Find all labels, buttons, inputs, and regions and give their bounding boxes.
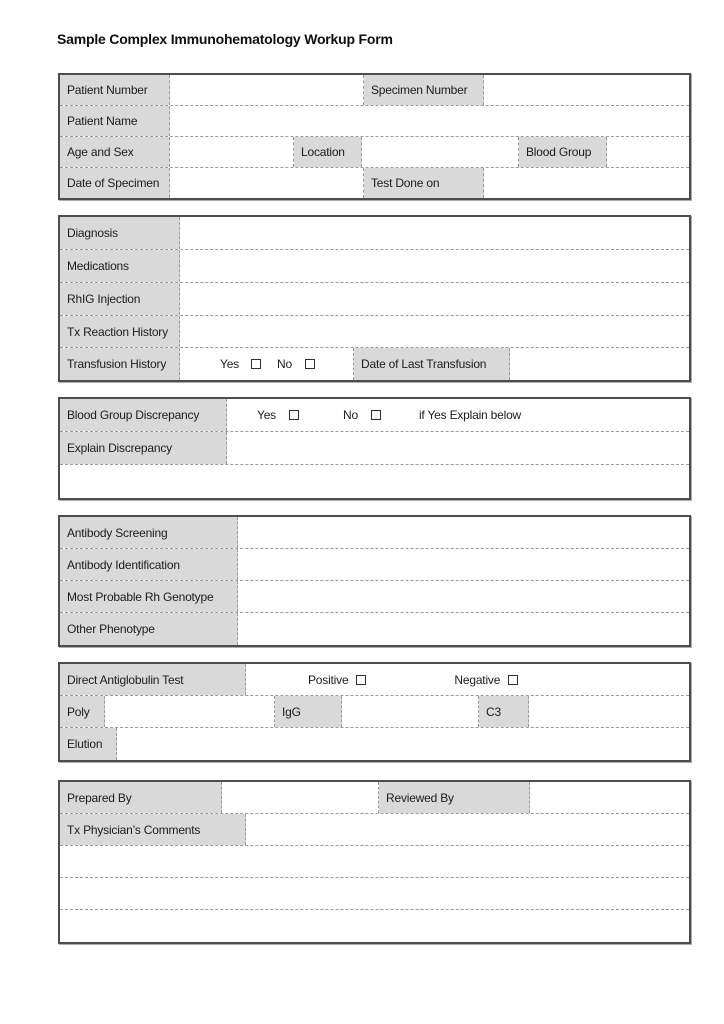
blood-group-discrepancy-label: Blood Group Discrepancy	[60, 399, 227, 431]
dat-positive-label: Positive	[308, 672, 349, 687]
table-row	[60, 399, 689, 432]
discrepancy-no-label: No	[342, 408, 358, 422]
table-row	[60, 348, 689, 380]
comments-line-field[interactable]	[60, 910, 689, 942]
discrepancy-no-checkbox[interactable]	[371, 410, 381, 420]
rhig-injection-field[interactable]	[180, 283, 689, 315]
patient-name-label: Patient Name	[60, 106, 170, 136]
clinical-history-table	[58, 215, 691, 382]
igg-field[interactable]	[342, 696, 479, 727]
if-yes-explain-label: if Yes Explain below	[418, 408, 522, 422]
location-label: Location	[294, 137, 362, 167]
dat-positive-checkbox[interactable]	[356, 675, 366, 685]
discrepancy-notes-field[interactable]	[60, 465, 689, 498]
discrepancy-yes-label: Yes	[257, 408, 276, 422]
table-row	[60, 465, 689, 498]
location-field[interactable]	[362, 137, 519, 167]
elution-label: Elution	[60, 728, 117, 760]
discrepancy-checkbox-group	[227, 399, 689, 431]
age-and-sex-field[interactable]	[170, 137, 294, 167]
table-row	[60, 878, 689, 910]
dat-table	[58, 662, 691, 762]
transfusion-yes-checkbox[interactable]	[251, 359, 261, 369]
date-of-specimen-label: Date of Specimen	[60, 168, 170, 198]
test-done-on-field[interactable]	[484, 168, 689, 198]
other-phenotype-label: Other Phenotype	[60, 613, 238, 645]
table-row	[60, 517, 689, 549]
igg-label: IgG	[275, 696, 342, 727]
patient-number-field[interactable]	[170, 75, 364, 105]
table-row	[60, 910, 689, 942]
date-of-last-transfusion-field[interactable]	[510, 348, 689, 380]
dat-checkbox-group	[246, 664, 689, 695]
tx-reaction-history-label: Tx Reaction History	[60, 316, 180, 347]
date-of-last-transfusion-label: Date of Last Transfusion	[354, 348, 510, 380]
transfusion-history-checkbox-group	[180, 348, 354, 380]
comments-line-field[interactable]	[60, 878, 689, 909]
table-row	[60, 106, 689, 137]
table-row	[60, 696, 689, 728]
table-row	[60, 664, 689, 696]
tx-reaction-history-field[interactable]	[180, 316, 689, 347]
explain-discrepancy-label: Explain Discrepancy	[60, 432, 227, 464]
dat-negative-label: Negative	[454, 672, 501, 687]
transfusion-no-label: No	[276, 357, 292, 371]
prepared-by-label: Prepared By	[60, 782, 222, 813]
reviewed-by-field[interactable]	[530, 782, 689, 813]
antibody-screening-label: Antibody Screening	[60, 517, 238, 548]
table-row	[60, 846, 689, 878]
patient-info-table	[58, 73, 691, 200]
direct-antiglobulin-test-label: Direct Antiglobulin Test	[60, 664, 246, 695]
dat-negative-checkbox[interactable]	[508, 675, 518, 685]
c3-label: C3	[479, 696, 529, 727]
test-done-on-label: Test Done on	[364, 168, 484, 198]
tx-physicians-comments-label: Tx Physician’s Comments	[60, 814, 246, 845]
table-row	[60, 316, 689, 348]
poly-label: Poly	[60, 696, 105, 727]
most-probable-rh-genotype-label: Most Probable Rh Genotype	[60, 581, 238, 612]
transfusion-yes-label: Yes	[220, 357, 239, 371]
medications-field[interactable]	[180, 250, 689, 282]
antibody-identification-field[interactable]	[238, 549, 689, 580]
table-row	[60, 581, 689, 613]
patient-number-label: Patient Number	[60, 75, 170, 105]
age-and-sex-label: Age and Sex	[60, 137, 170, 167]
explain-discrepancy-field[interactable]	[227, 432, 689, 464]
diagnosis-label: Diagnosis	[60, 217, 180, 249]
diagnosis-field[interactable]	[180, 217, 689, 249]
prepared-by-field[interactable]	[222, 782, 379, 813]
elution-field[interactable]	[117, 728, 689, 760]
table-row	[60, 432, 689, 465]
most-probable-rh-genotype-field[interactable]	[238, 581, 689, 612]
reviewed-by-label: Reviewed By	[379, 782, 530, 813]
table-row	[60, 75, 689, 106]
patient-name-field[interactable]	[170, 106, 689, 136]
discrepancy-yes-checkbox[interactable]	[289, 410, 299, 420]
table-row	[60, 137, 689, 168]
blood-group-label: Blood Group	[519, 137, 607, 167]
c3-field[interactable]	[529, 696, 689, 727]
other-phenotype-field[interactable]	[238, 613, 689, 645]
table-row	[60, 814, 689, 846]
medications-label: Medications	[60, 250, 180, 282]
table-row	[60, 168, 689, 198]
comments-line-field[interactable]	[60, 846, 689, 877]
specimen-number-field[interactable]	[484, 75, 689, 105]
discrepancy-table	[58, 397, 691, 500]
table-row	[60, 549, 689, 581]
table-row	[60, 217, 689, 250]
antibody-identification-label: Antibody Identification	[60, 549, 238, 580]
date-of-specimen-field[interactable]	[170, 168, 364, 198]
antibody-table	[58, 515, 691, 647]
blood-group-field[interactable]	[607, 137, 689, 167]
tx-physicians-comments-field[interactable]	[246, 814, 689, 845]
rhig-injection-label: RhIG Injection	[60, 283, 180, 315]
transfusion-no-checkbox[interactable]	[305, 359, 315, 369]
signoff-table	[58, 780, 691, 944]
transfusion-history-label: Transfusion History	[60, 348, 180, 380]
form-title: Sample Complex Immunohematology Workup Form	[57, 31, 393, 47]
table-row	[60, 613, 689, 645]
table-row	[60, 250, 689, 283]
specimen-number-label: Specimen Number	[364, 75, 484, 105]
table-row	[60, 728, 689, 760]
table-row	[60, 782, 689, 814]
poly-field[interactable]	[105, 696, 275, 727]
table-row	[60, 283, 689, 316]
antibody-screening-field[interactable]	[238, 517, 689, 548]
